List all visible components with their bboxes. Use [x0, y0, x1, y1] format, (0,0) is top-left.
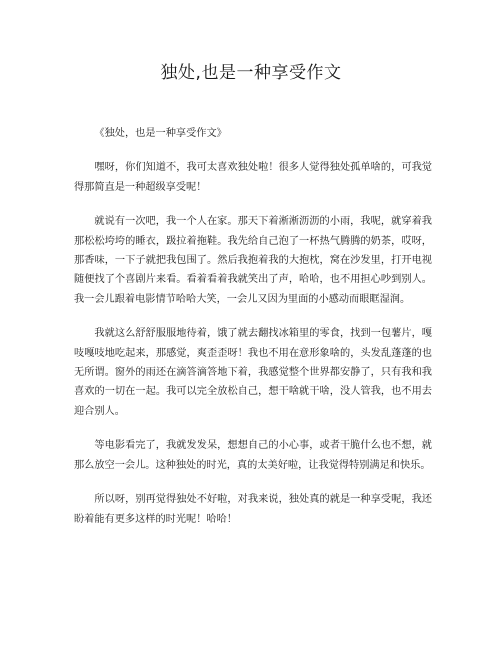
- paragraph-5: 所以呀，别再觉得独处不好啦，对我来说，独处真的就是一种享受呢，我还盼着能有更多这样的时光呢！哈哈！: [74, 494, 432, 525]
- paragraph-2: 就说有一次吧，我一个人在家。那天下着淅淅沥沥的小雨，我呢，就穿着我那松松垮垮的睡衣，趿拉着拖鞋。我先给自己泡了一杯热气腾腾的奶茶，哎呀，那香味，一下子就把我包围了。然后我抱着我的大抱枕，窝在沙发里，打开电视随便找了个喜剧片来看。看着看着我就笑出了声，哈哈，也不用担心吵到别人。我一会儿跟着电影情节哈哈大笑，一会儿又因为里面的小感动而眼眶湿润。: [74, 216, 432, 305]
- document-title: 独处,也是一种享受作文: [160, 63, 342, 83]
- document-body: [74, 124, 432, 544]
- paragraph-1: 嘿呀，你们知道不，我可太喜欢独处啦！很多人觉得独处孤单啥的，可我觉得那简直是一种超级享受呢！: [74, 162, 432, 193]
- paragraph-4: 等电影看完了，我就发发呆，想想自己的小心事，或者干脆什么也不想，就那么放空一会儿。这种独处的时光，真的太美好啦，让我觉得特别满足和快乐。: [74, 440, 432, 471]
- paragraph-3: 我就这么舒舒服服地待着，饿了就去翻找冰箱里的零食，找到一包薯片，嘎吱嘎吱地吃起来，那感觉，爽歪歪呀！我也不用在意形象啥的，头发乱蓬蓬的也无所谓。窗外的雨还在滴答滴答地下着，我感觉整个世界都安静了，只有我和我喜欢的一切在一起。我可以完全放松自己，想干啥就干啥，没人管我，也不用去迎合别人。: [74, 328, 432, 417]
- essay-subtitle: 《独处，也是一种享受作文》: [94, 128, 227, 139]
